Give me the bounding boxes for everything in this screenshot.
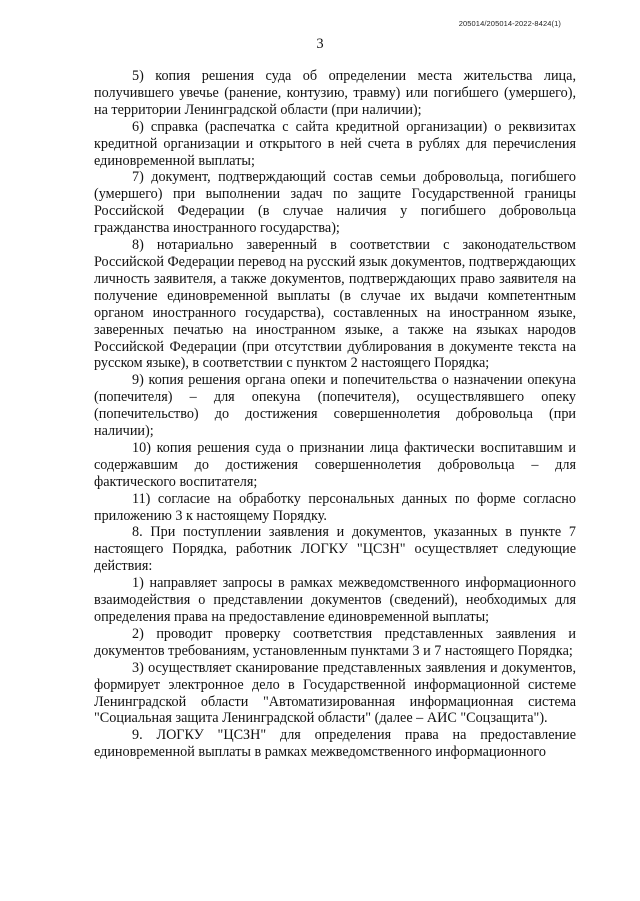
document-body xyxy=(94,68,576,761)
paragraph-item-10: 10) копия решения суда о признании лица фактически воспитавшим и содержавшим до достижения совершеннолетия добровольца – для фактического воспитателя; xyxy=(94,439,576,490)
paragraph-item-5: 5) копия решения суда об определении места жительства лица, получившего увечье (ранение, контузию, травму) или погибшего (умершего), на территории Ленинградской области (при наличии); xyxy=(94,68,576,118)
paragraph-item-8: 8) нотариально заверенный в соответствии с законодательством Российской Федерации перевод на русский язык документов, подтверждающих личность заявителя, а также документов, подтверждающих право заявителя на получение единовременной выплаты (в случае их выдачи компетентным органом иностранного государства), составленных на иностранном языке, заверенных печатью на иностранном языке, а также на языках народов Российской Федерации (при отсутствии дублирования в документе текста на русском языке), в соответствии с пунктом 2 настоящего Порядка; xyxy=(94,237,577,372)
paragraph-item-7: 7) документ, подтверждающий состав семьи добровольца, погибшего (умершего) при выполнении задач по защите Государственной границы Российской Федерации (в случае наличия у погибшего добровольца гражданства иностранного государства); xyxy=(94,169,576,237)
paragraph-item-11: 11) согласие на обработку персональных данных по форме согласно приложению 3 к настоящему Порядку. xyxy=(94,490,576,524)
paragraph-item-6: 6) справка (распечатка с сайта кредитной организации) о реквизитах кредитной организации и открытого в ней счета в рублях для перечисления единовременной выплаты; xyxy=(94,118,576,169)
paragraph-action-1: 1) направляет запросы в рамках межведомственного информационного взаимодействия о представлении документов (сведений), необходимых для определения права на предоставление единовременной выплаты; xyxy=(94,575,576,625)
paragraph-section-8: 8. При поступлении заявления и документов, указанных в пункте 7 настоящего Порядка, работник ЛОГКУ "ЦСЗН" осуществляет следующие действия: xyxy=(94,524,576,575)
paragraph-action-2: 2) проводит проверку соответствия представленных заявления и документов требованиям, установленным пунктами 3 и 7 настоящего Порядка; xyxy=(94,625,576,659)
paragraph-action-3: 3) осуществляет сканирование представленных заявления и документов, формирует электронное дело в Государственной информационной системе Ленинградской области "Автоматизированная информационная система "Социальная защита Ленинградской области" (далее – АИС "Соцзащита"). xyxy=(94,659,576,727)
paragraph-section-9: 9. ЛОГКУ "ЦСЗН" для определения права на предоставление единовременной выплаты в рамках межведомственного информационного xyxy=(94,727,576,761)
paragraph-item-9: 9) копия решения органа опеки и попечительства о назначении опекуна (попечителя) – для опекуна (попечителя), осуществлявшего опеку (попечительство) до достижения совершеннолетия добровольца (при наличии); xyxy=(94,372,576,440)
page-number: 3 xyxy=(316,36,324,52)
document-id: 205014/205014-2022-8424(1) xyxy=(458,19,561,28)
